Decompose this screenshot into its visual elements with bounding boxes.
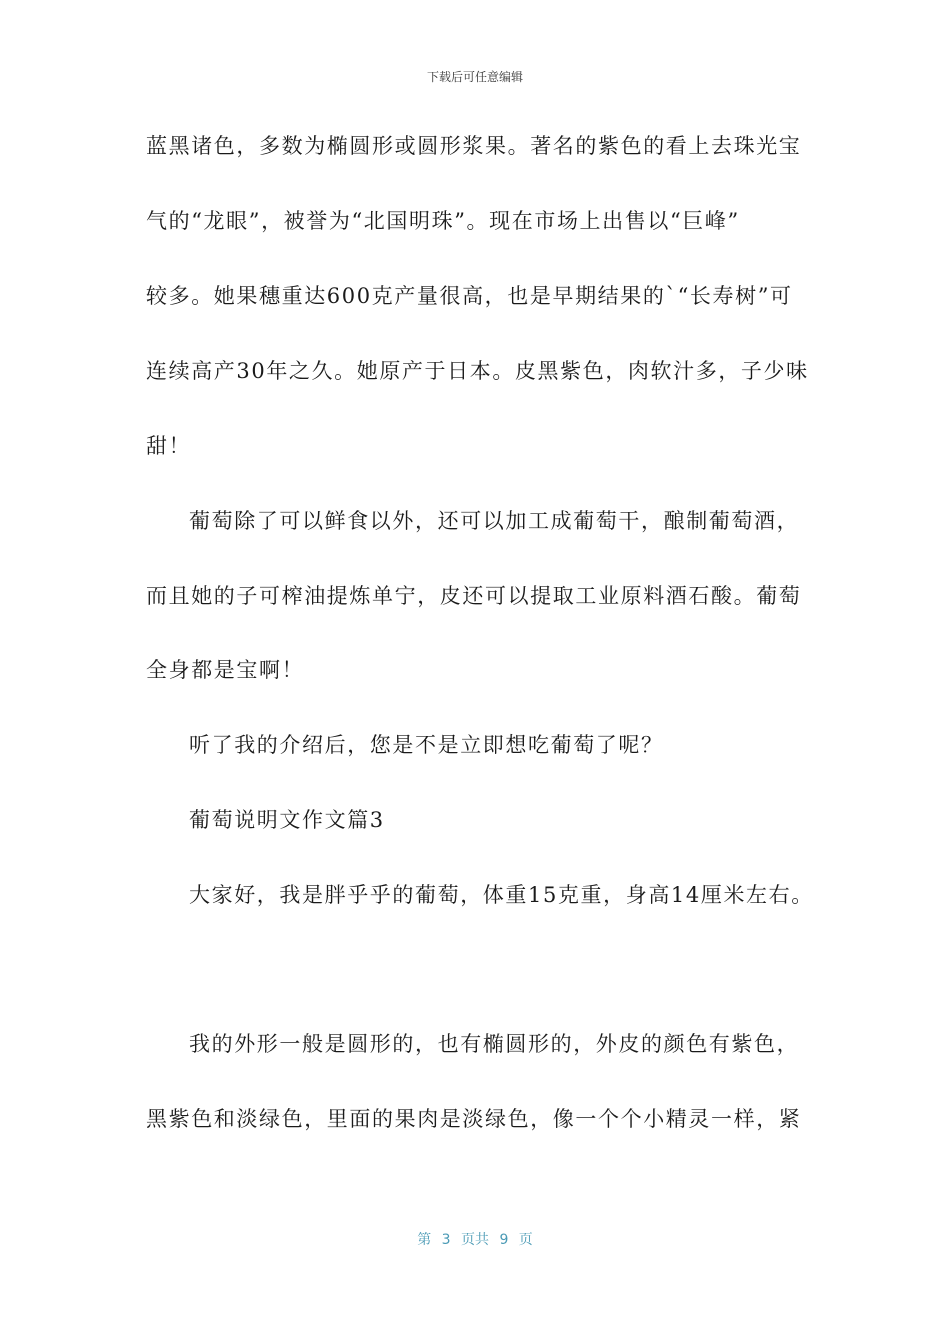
text-line: 连续高产30年之久。她原产于日本。皮黑紫色，肉软汁多，子少味: [146, 359, 809, 383]
paragraph-start-line: 听了我的介绍后，您是不是立即想吃葡萄了呢？: [189, 733, 664, 757]
page-header: 下载后可任意编辑: [426, 70, 523, 84]
page-number-footer: 第 3 页共 9 页: [417, 1232, 533, 1248]
paragraph-start-line: 我的外形一般是圆形的，也有椭圆形的，外皮的颜色有紫色，: [189, 1032, 800, 1056]
paragraph-start-line: 大家好，我是胖乎乎的葡萄，体重15克重，身高14厘米左右。: [189, 883, 814, 907]
text-line: 而且她的子可榨油提炼单宁，皮还可以提取工业原料酒石酸。葡萄: [146, 584, 802, 608]
text-line: 较多。她果穗重达600克产量很高，也是早期结果的`“长寿树”可: [146, 284, 793, 308]
section-heading: 葡萄说明文作文篇3: [189, 808, 385, 832]
paragraph-start-line: 葡萄除了可以鲜食以外，还可以加工成葡萄干，酿制葡萄酒，: [189, 509, 800, 533]
text-line: 甜！: [146, 434, 192, 458]
text-line: 蓝黑诸色，多数为椭圆形或圆形浆果。著名的紫色的看上去珠光宝: [146, 134, 802, 158]
text-line: 黑紫色和淡绿色，里面的果肉是淡绿色，像一个个小精灵一样，紧: [146, 1107, 802, 1131]
text-line: 全身都是宝啊！: [146, 658, 305, 682]
text-line: 气的“龙眼”，被誉为“北国明珠”。现在市场上出售以“巨峰”: [146, 209, 740, 233]
